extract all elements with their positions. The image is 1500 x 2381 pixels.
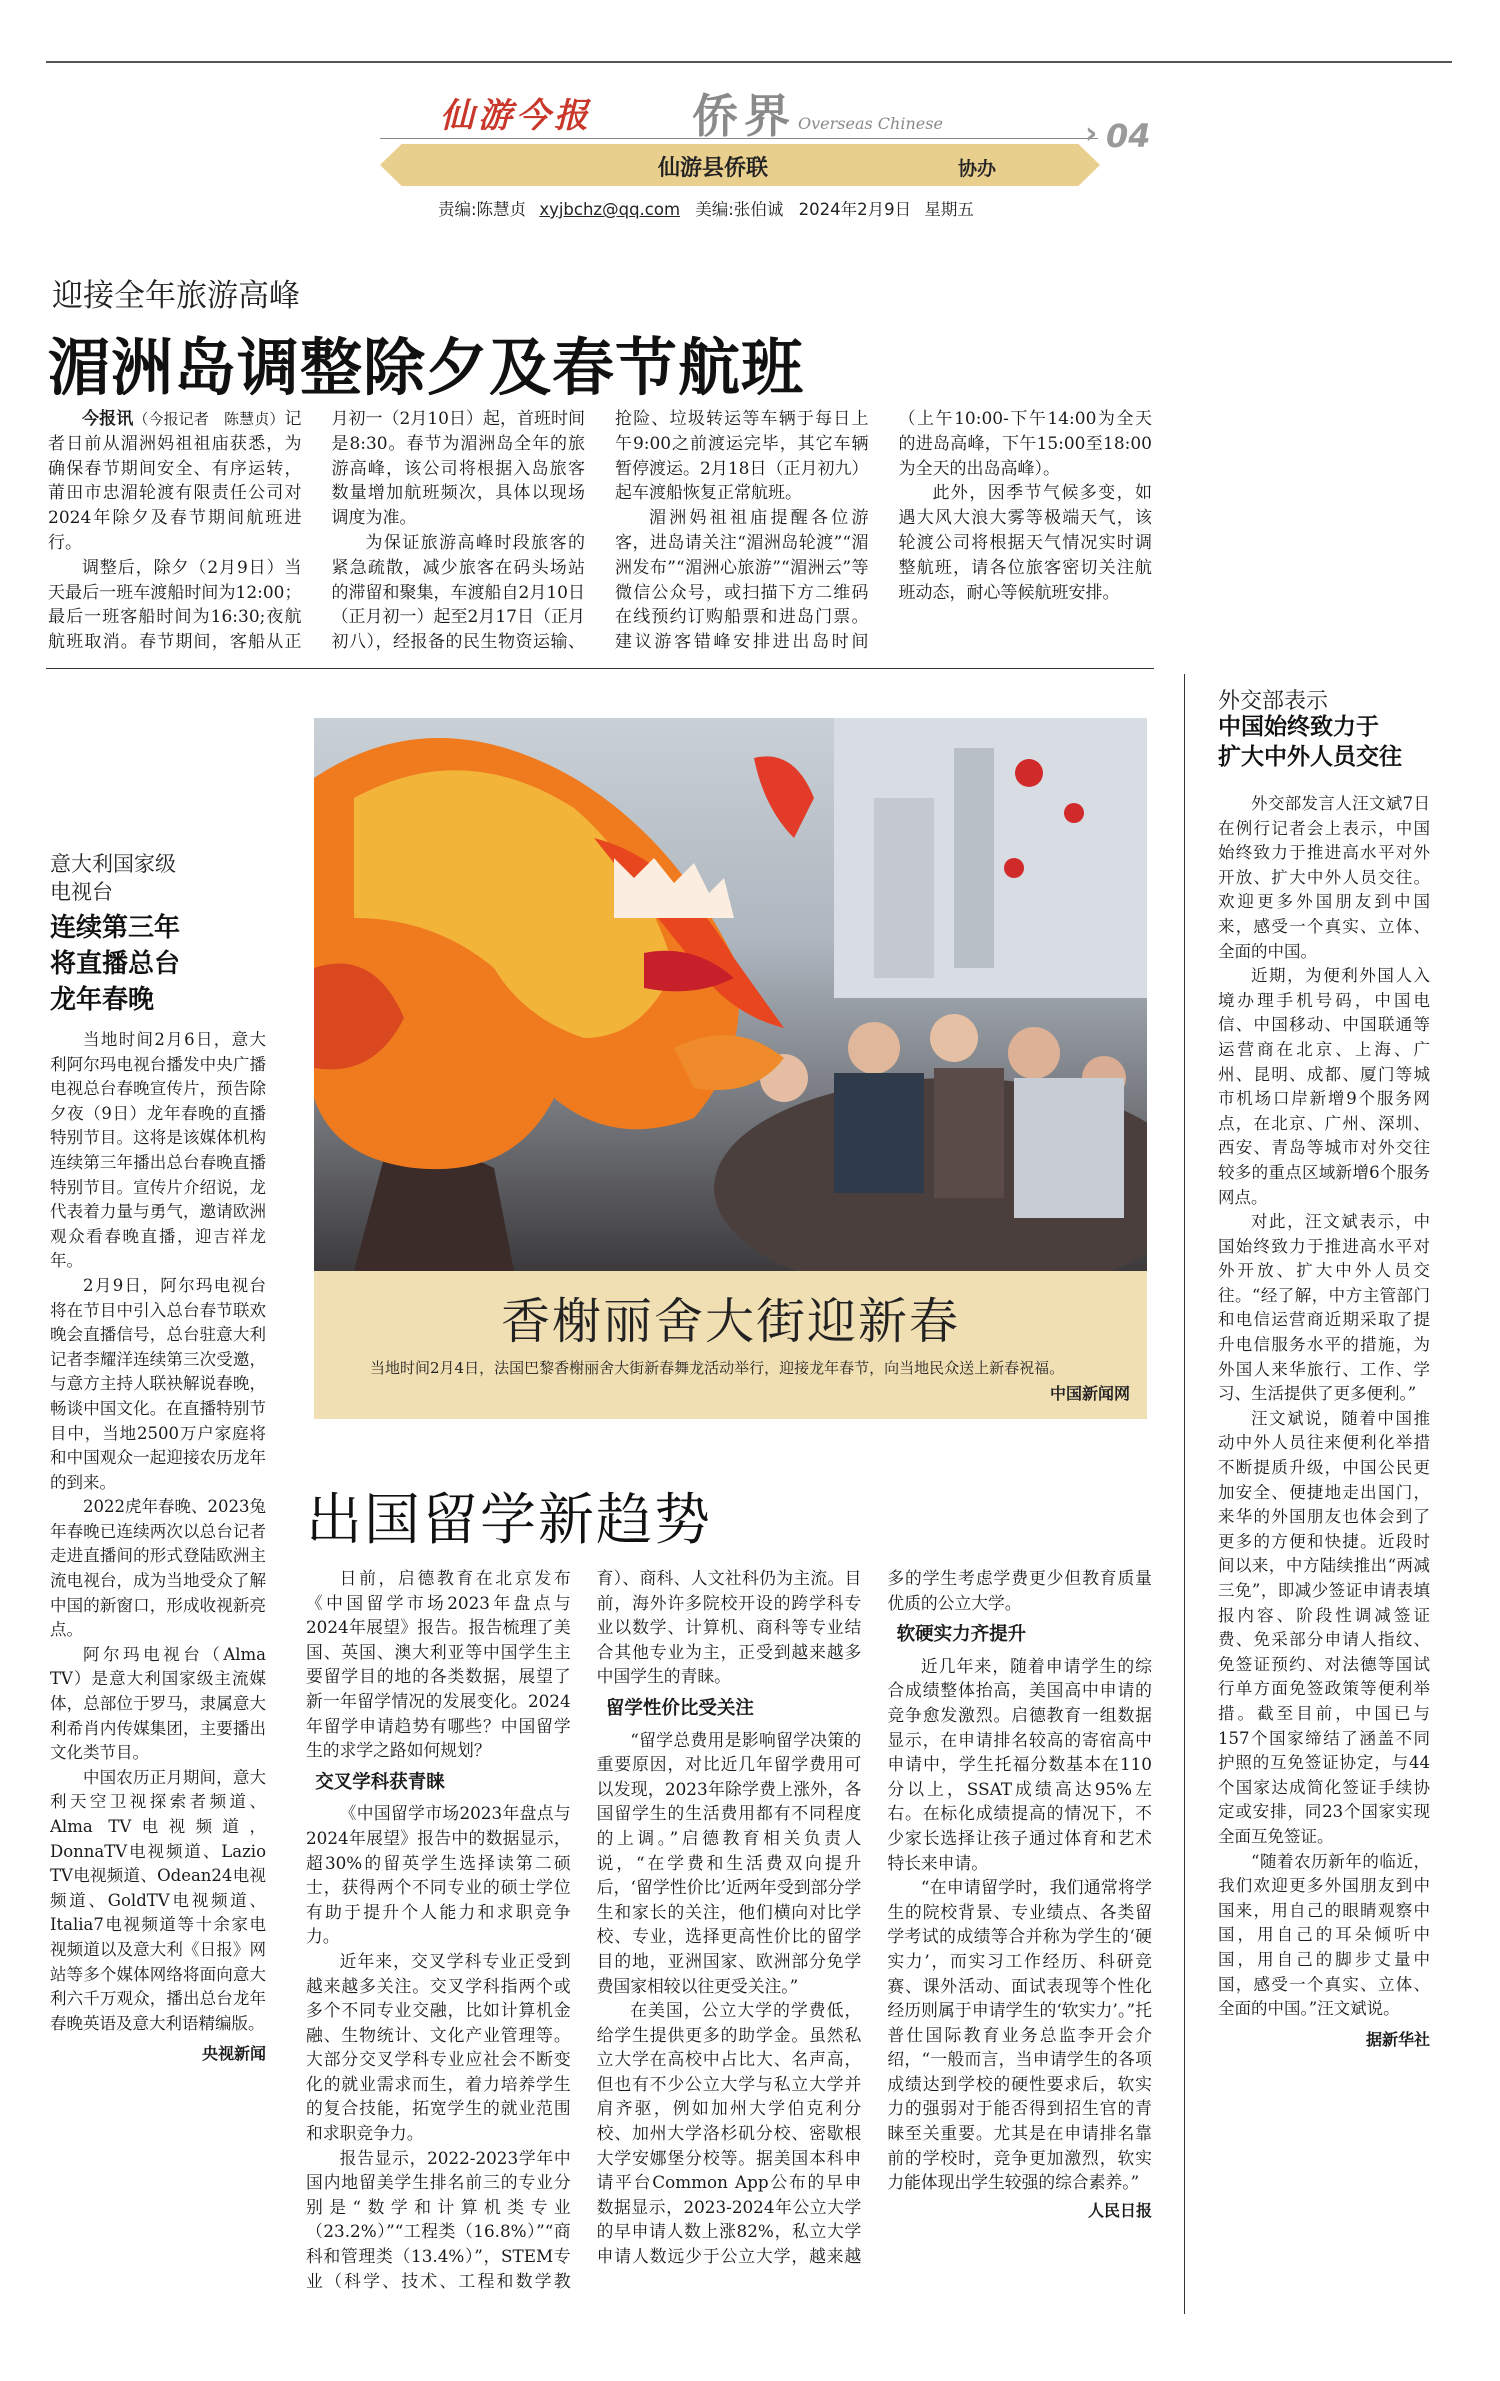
right-paragraph: 近期，为便利外国人入境办理手机号码，中国电信、中国移动、中国联通等运营商在北京、上海、广州、昆明、成都、厦门等城市机场口岸新增9个服务网点，在北京、广州、深圳、西安、青岛等城市对外交往较多的重点区域新增6个服务网点。: [1218, 966, 1430, 1207]
left-kicker-line: 意大利国家级: [50, 852, 176, 876]
lead-bottom-rule: [46, 668, 1154, 669]
right-paragraph: 外交部发言人汪文斌7日在例行记者会上表示，中国始终致力于推进高水平对外开放、扩大中外人员交往。欢迎更多外国朋友到中国来，感受一个真实、立体、全面的中国。: [1218, 794, 1430, 961]
dragon-dance-illustration: [314, 718, 1147, 1271]
left-paragraph: 阿尔玛电视台（Alma TV）是意大利国家级主流媒体，总部位于罗马，隶属意大利希肖内传媒集团，主要播出文化类节目。: [50, 1644, 266, 1763]
study-headline: 出国留学新趋势: [306, 1488, 712, 1553]
study-paragraph: 近年来，交叉学科专业正受到越来越多关注。交叉学科指两个或多个不同专业交融，比如计算机金融、生物统计、文化产业管理等。大部分交叉学科专业应社会不断变化的就业需求而生，着力培养学生的复合技能，拓宽学生的就业范围和求职竞争力。: [306, 1950, 571, 2144]
lead-paragraph: 此外，因季节气候多变，如遇大风大浪大雾等极端天气，该轮渡公司将根据天气情况实时调整航班，请各位旅客密切关注航班动态，耐心等候航班安排。: [898, 483, 1152, 603]
left-headline: [50, 910, 180, 1018]
right-kicker: 外交部表示: [1218, 689, 1329, 714]
editor-email[interactable]: xyjbchz@qq.com: [539, 200, 681, 219]
right-body: [1218, 792, 1430, 2052]
editor: 责编:陈慧贞: [438, 200, 527, 219]
lead-dateline: 今报讯: [82, 409, 134, 429]
news-photo: [314, 718, 1147, 1271]
page-number: 04: [1106, 117, 1151, 155]
left-headline-line: 龙年春晚: [50, 985, 155, 1015]
right-paragraph: “随着农历新年的临近，我们欢迎更多外国朋友到中国来，用自己的眼睛观察中国，用自己的耳朵倾听中国，用自己的脚步丈量中国，感受一个真实、立体、全面的中国。”汪文斌说。: [1218, 1851, 1430, 2019]
study-paragraph: 日前，启德教育在北京发布《中国留学市场2023年盘点与2024年展望》报告。报告梳理了美国、英国、澳大利亚等中国学生主要留学目的地的各类数据，展望了新一年留学情况的发展变化。2024年留学申请趋势有哪些？中国留学生的求学之路如何规划？: [306, 1568, 571, 1761]
left-kicker-line: 电视台: [50, 880, 113, 904]
lead-kicker: 迎接全年旅游高峰: [52, 278, 300, 314]
page-arrow-icon: ›: [1085, 116, 1098, 151]
right-headline-line: 扩大中外人员交往: [1218, 744, 1402, 770]
right-headline-line: 中国始终致力于: [1218, 714, 1379, 740]
left-headline-line: 连续第三年: [50, 913, 181, 943]
section-title: 侨界: [692, 89, 796, 143]
study-paragraph: 近几年来，随着申请学生的综合成绩整体抬高，美国高中申请的竞争愈发激烈。启德教育一组数据显示，在申请排名较高的寄宿高中申请中，学生托福分数基本在110分以上，SSAT成绩高达95%左右。在标化成绩提高的情况下，不少家长选择让孩子通过体育和艺术特长来申请。: [887, 1655, 1152, 1873]
left-kicker: [50, 850, 176, 906]
designer: 美编:张伯诚: [695, 200, 784, 219]
lead-headline: 湄洲岛调整除夕及春节航班: [48, 331, 805, 404]
left-paragraph: 当地时间2月6日，意大利阿尔玛电视台播发中央广播电视总台春晚宣传片，预告除夕夜（9日）龙年春晚的直播特别节目。这将是该媒体机构连续第三年播出总台春晚直播特别节目。宣传片介绍说，龙代表着力量与勇气，邀请欧洲观众看春晚直播，迎吉祥龙年。: [50, 1030, 266, 1271]
left-source: 央视新闻: [201, 2044, 266, 2064]
credits-line: [438, 196, 974, 220]
lead-paragraph: 记者日前从湄洲妈祖祖庙获悉，为确保春节期间安全、有序运转，莆田市忠湄轮渡有限责任公司对2024年除夕及春节期间航班进行。: [48, 409, 302, 553]
study-subhead: 软硬实力齐提升: [896, 1624, 1027, 1646]
right-source: 据新华社: [1365, 2029, 1430, 2049]
issue-date: 2024年2月9日: [798, 200, 912, 219]
photo-caption-title: 香榭丽舍大街迎新春: [500, 1293, 960, 1350]
lead-paragraph: 调整后，除夕（2月9日）当天最后一班车渡船时间为12:00；最后一班客船时间为16:30;夜航航班取消。春节期间，客船从正月初一（2月10日）起，首班时间是8:30。春节为湄洲岛全年的旅游高峰，该公司将根据入岛旅客数量增加航班频次，具体以现场调度为准。: [48, 409, 585, 653]
partner-name: 仙游县侨联: [658, 156, 769, 181]
lead-byline: （今报记者 陈慧贞）: [133, 410, 285, 428]
issue-weekday: 星期五: [924, 200, 974, 219]
photo-caption-desc: 当地时间2月4日，法国巴黎香榭丽舍大街新春舞龙活动举行，迎接龙年春节，向当地民众送上新春祝福。: [370, 1359, 1065, 1377]
study-paragraph: “在申请留学时，我们通常将学生的院校背景、专业绩点、各类留学考试的成绩等合并称为学生的‘硬实力’，而实习工作经历、科研竞赛、课外活动、面试表现等个性化经历则属于申请学生的‘软实力’。”托普仕国际教育业务总监李开会介绍，“一般而言，当申请学生的各项成绩达到学校的硬性要求后，软实力的强弱对于能否得到招生官的青睐至关重要。尤其是在申请排名靠前的学校时，竞争更加激烈，软实力能体现出学生较强的综合素养。”: [887, 1877, 1152, 2193]
partner-role: 协办: [958, 158, 997, 180]
lead-paragraph: 湄洲妈祖祖庙提醒各位游客，进岛请关注“湄洲岛轮渡”“湄洲发布”“湄洲心旅游”“湄洲云”等微信公众号，或扫描下方二维码在线预约订购船票和进岛门票。建议游客错峰安排进出岛时间（上午10:00-下午14:00为全天的进岛高峰，下午15:00至18:00为全天的出岛高峰）。: [615, 409, 1152, 653]
photo-source: 中国新闻网: [1049, 1384, 1130, 1403]
study-paragraph: “留学总费用是影响留学决策的重要原因，对比近几年留学费用可以发现，2023年除学费上涨外，各国留学生的生活费用都有不同程度的上调。”启德教育相关负责人说，“在学费和生活费双向提升后，‘留学性价比’近两年受到部分学生和家长的关注，他们横向对比学校、专业，选择更高性价比的留学目的地，亚洲国家、欧洲部分免学费国家相较以往更受关注。”: [596, 1729, 862, 1996]
study-body: [306, 1566, 1152, 2301]
left-paragraph: 2月9日，阿尔玛电视台将在节目中引入总台春节联欢晚会直播信号，总台驻意大利记者李耀洋连续第三次受邀，与意方主持人联袂解说春晚，畅谈中国文化。在直播特别节目中，当地2500万户家庭将和中国观众一起迎接农历龙年的到来。: [50, 1275, 266, 1492]
paper-logo: 仙游今报: [440, 96, 592, 136]
right-column-rule: [1184, 674, 1185, 2314]
left-paragraph: 中国农历正月期间，意大利天空卫视探索者频道、Alma TV电视频道，DonnaTV电视频道、Lazio TV电视频道、Odean24电视频道、GoldTV电视频道、Italia7电视频道等十余家电视频道以及意大利《日报》网站等多个媒体网络将面向意大利六千万观众，播出总台龙年春晚英语及意大利语精编版。: [50, 1767, 266, 2033]
study-subhead: 留学性价比受关注: [605, 1697, 754, 1719]
left-headline-line: 将直播总台: [50, 949, 181, 979]
study-source: 人民日报: [1087, 2200, 1152, 2220]
top-rule: [46, 61, 1452, 63]
right-headline: [1218, 712, 1402, 772]
header-line: [380, 138, 1098, 139]
left-paragraph: 2022虎年春晚、2023兔年春晚已连续两次以总台记者走进直播间的形式登陆欧洲主流电视台，成为当地受众了解中国的新窗口，形成收视新亮点。: [50, 1497, 266, 1640]
section-title-en: Overseas Chinese: [798, 114, 943, 133]
study-subhead: 交叉学科获青睐: [315, 1771, 445, 1793]
right-paragraph: 汪文斌说，随着中国推动中外人员往来便利化举措不断提质升级，中国公民更加安全、便捷地走出国门，来华的外国朋友也体会到了更多的方便和快捷。近段时间以来，中方陆续推出“两减三免”，即减少签证申请表填报内容、阶段性调减签证费、免采部分申请人指纹、免签证预约、对法德等国试行单方面免签政策等便利举措。截至目前，中国已与157个国家缔结了涵盖不同护照的互免签证协定，与44个国家达成简化签证手续协定或安排，同23个国家实现全面互免签证。: [1218, 1408, 1430, 1846]
study-paragraph: 《中国留学市场2023年盘点与2024年展望》报告中的数据显示，超30%的留英学生选择读第二硕士，获得两个不同专业的硕士学位有助于提升个人能力和求职竞争力。: [306, 1803, 571, 1947]
left-body: [50, 1028, 266, 2067]
study-paragraph: 在美国，公立大学的学费低，给学生提供更多的助学金。虽然私立大学在高校中占比大、名声高，但也有不少公立大学与私立大学并肩齐驱，例如加州大学伯克利分校、加州大学洛杉矶分校、密歇根大学安娜堡分校等。据美国本科申请平台Common App公布的早申数据显示，2023-2024年公立大学的早申请人数上涨82%，私立大学申请人数远少于公立大学，越来越多的学生考虑学费更少但教育质量优质的公立大学。: [596, 1568, 1152, 2267]
study-paragraph: 报告显示，2022-2023学年中国内地留美学生排名前三的专业分别是“数学和计算机类专业（23.2%）”“工程类（16.8%）”“商科和管理类（13.4%）”，STEM专业（科学、技术、工程和数学教育）、商科、人文社科仍为主流。目前，海外许多院校开设的跨学科专业以数学、计算机、商科等专业结合其他专业为主，正受到越来越多中国学生的青睐。: [306, 1568, 862, 2291]
lead-paragraph: 为保证旅游高峰时段旅客的紧急疏散，减少旅客在码头场站的滞留和聚集，车渡船自2月10日（正月初一）起至2月17日（正月初八），经报备的民生物资运输、抢险、垃圾转运等车辆于每日上午9:00之前渡运完毕，其它车辆暂停渡运。2月18日（正月初九）起车渡船恢复正常航班。: [331, 409, 869, 653]
right-paragraph: 对此，汪文斌表示，中国始终致力于推进高水平对外开放、扩大中外人员交往。“经了解，中方主管部门和电信运营商近期采取了提升电信服务水平的措施，为外国人来华旅行、工作、学习、生活提供了更多便利。”: [1218, 1212, 1430, 1404]
lead-body: [48, 407, 1152, 662]
